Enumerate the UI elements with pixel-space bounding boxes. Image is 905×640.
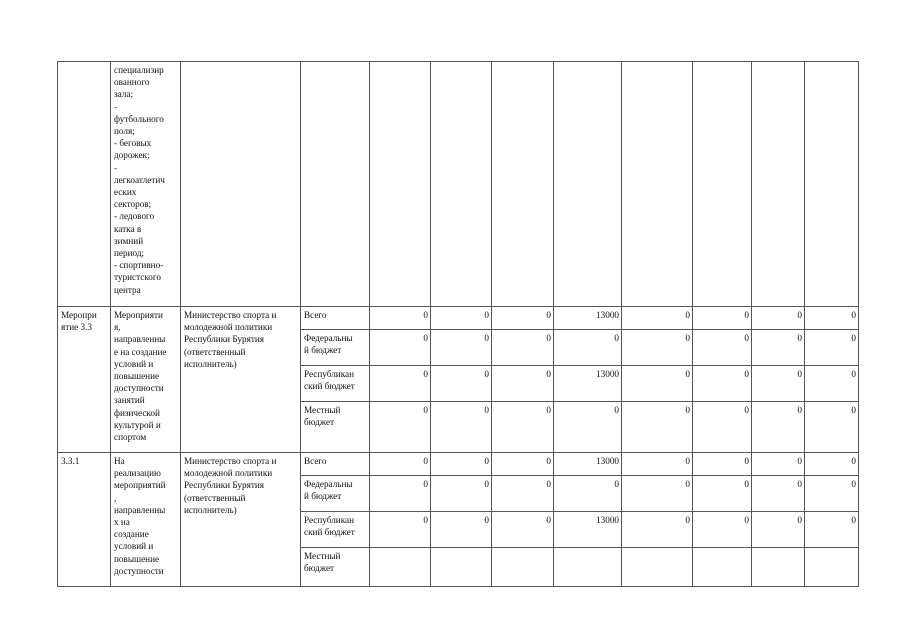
cell-value: 0 — [693, 307, 752, 330]
cell-value: 0 — [622, 402, 693, 453]
cell-value: 0 — [622, 512, 693, 548]
cell-value: 0 — [431, 476, 492, 512]
cell-value — [370, 62, 431, 307]
cell-value: 0 — [370, 476, 431, 512]
cell-value — [805, 62, 859, 307]
cell-value: 0 — [492, 512, 554, 548]
cell-value: 0 — [554, 402, 622, 453]
cell-value — [431, 548, 492, 587]
cell-value: 0 — [431, 330, 492, 366]
cell-source: Республикан ский бюджет — [301, 512, 370, 548]
cell-value: 13000 — [554, 366, 622, 402]
cell-value: 0 — [693, 512, 752, 548]
cell-value: 0 — [492, 307, 554, 330]
cell-source: Федеральны й бюджет — [301, 476, 370, 512]
cell-value: 0 — [752, 307, 805, 330]
cell-value: 0 — [370, 402, 431, 453]
cell-value — [370, 548, 431, 587]
cell-source: Местный бюджет — [301, 402, 370, 453]
cell-value: 0 — [492, 476, 554, 512]
cell-value — [554, 548, 622, 587]
cell-source: Республикан ский бюджет — [301, 366, 370, 402]
cell-value: 13000 — [554, 307, 622, 330]
cell-source — [301, 62, 370, 307]
cell-name: специализир ованного зала; - футбольного поля; - беговых дорожек; - легкоатлетич еских секторов; - ледового катка в зимний период; - спортивно- туристского центра — [111, 62, 181, 307]
cell-source: Всего — [301, 307, 370, 330]
cell-value: 0 — [752, 453, 805, 476]
cell-value — [554, 62, 622, 307]
cell-value: 0 — [805, 330, 859, 366]
cell-code: 3.3.1 — [58, 453, 111, 587]
cell-value — [805, 548, 859, 587]
cell-executor — [181, 62, 301, 307]
cell-executor: Министерство спорта и молодежной политики Республики Бурятия (ответственный исполнитель) — [181, 453, 301, 587]
cell-value: 13000 — [554, 512, 622, 548]
cell-value: 0 — [805, 307, 859, 330]
cell-value: 0 — [622, 307, 693, 330]
cell-value: 0 — [492, 402, 554, 453]
cell-source: Всего — [301, 453, 370, 476]
cell-value: 0 — [622, 476, 693, 512]
cell-value: 0 — [752, 366, 805, 402]
cell-value — [752, 62, 805, 307]
cell-value: 0 — [693, 453, 752, 476]
cell-value: 0 — [752, 330, 805, 366]
cell-value: 13000 — [554, 453, 622, 476]
cell-value — [693, 548, 752, 587]
cell-value: 0 — [752, 476, 805, 512]
cell-value: 0 — [622, 366, 693, 402]
cell-value — [622, 548, 693, 587]
cell-name: На реализацию мероприятий , направленны х на создание условий и повышение доступности — [111, 453, 181, 587]
cell-value — [622, 62, 693, 307]
cell-value — [752, 548, 805, 587]
cell-value: 0 — [693, 330, 752, 366]
cell-value: 0 — [805, 512, 859, 548]
cell-value: 0 — [752, 512, 805, 548]
cell-value: 0 — [431, 512, 492, 548]
cell-executor: Министерство спорта и молодежной политики Республики Бурятия (ответственный исполнитель) — [181, 307, 301, 453]
cell-value: 0 — [693, 476, 752, 512]
cell-value: 0 — [492, 453, 554, 476]
table-row — [58, 307, 859, 330]
cell-value: 0 — [805, 476, 859, 512]
cell-value: 0 — [492, 330, 554, 366]
cell-value — [492, 62, 554, 307]
budget-table — [57, 61, 859, 587]
cell-value — [492, 548, 554, 587]
cell-value: 0 — [431, 402, 492, 453]
cell-value: 0 — [431, 307, 492, 330]
cell-value: 0 — [370, 307, 431, 330]
cell-value: 0 — [622, 453, 693, 476]
cell-value: 0 — [622, 330, 693, 366]
cell-value: 0 — [805, 453, 859, 476]
cell-code: Меропри ятие 3.3 — [58, 307, 111, 453]
cell-value — [693, 62, 752, 307]
cell-value: 0 — [805, 402, 859, 453]
table-row — [58, 62, 859, 307]
cell-source: Местный бюджет — [301, 548, 370, 587]
cell-value: 0 — [805, 366, 859, 402]
cell-value: 0 — [752, 402, 805, 453]
cell-value: 0 — [431, 366, 492, 402]
cell-value: 0 — [370, 453, 431, 476]
cell-value: 0 — [693, 366, 752, 402]
cell-value: 0 — [693, 402, 752, 453]
cell-source: Федеральны й бюджет — [301, 330, 370, 366]
cell-value: 0 — [431, 453, 492, 476]
cell-value — [431, 62, 492, 307]
cell-value: 0 — [370, 330, 431, 366]
cell-value: 0 — [492, 366, 554, 402]
cell-value: 0 — [370, 512, 431, 548]
cell-code — [58, 62, 111, 307]
table-row — [58, 453, 859, 476]
cell-value: 0 — [554, 476, 622, 512]
cell-name: Мероприяти я, направленны е на создание условий и повышение доступности занятий физической культурой и спортом — [111, 307, 181, 453]
cell-value: 0 — [370, 366, 431, 402]
cell-value: 0 — [554, 330, 622, 366]
